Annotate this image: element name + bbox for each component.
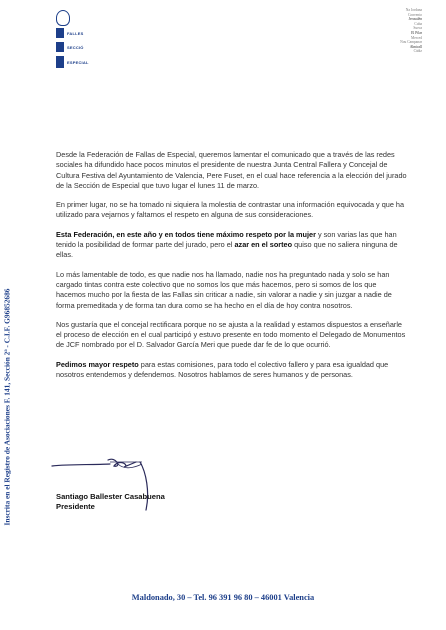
registry-text: Inscrita en el Registro de Asociaciones F. 141, Sección 2ª - C.I.F. G96852686 [2, 288, 12, 526]
logo-word-falles: FALLES [67, 31, 84, 36]
paragraph-2: En primer lugar, no se ha tomado ni siquiera la molestia de contrastar una información equivocada y que ha utilizado para vejarnos y faltarnos el respeto en alguna de sus consideraciones. [56, 200, 405, 220]
paragraph-3: Esta Federación, en este año y en todos tiene máximo respeto por la mujer y son varias las que han tenido la posibilidad de formar parte del jurado, pero el azar en el sorteo quiso que no saliera ninguna de ellas. [56, 229, 398, 260]
member-name: El Pilar [411, 30, 422, 35]
signer-block [56, 492, 165, 512]
member-name: Jerusalén [408, 17, 422, 22]
paragraph-5: Nos gustaría que el concejal rectificara porque no se ajusta a la realidad y estamos dispuestos a enseñarle el proceso de elección en el cual participó y estuvo presente en todo momento el Delegado de Monumentos de JCF nombrado por el D. Salvador García Meri que puede dar fe de lo que ocurrió. [56, 319, 406, 350]
emphasis: Esta Federación, en este año y en todos tiene máximo respeto por la mujer [56, 229, 316, 239]
member-commissions-list [382, 8, 422, 54]
member-name: Sueca [413, 26, 422, 31]
registry-sidebar [2, 222, 12, 592]
member-name: Na Jordana [405, 8, 422, 12]
handwritten-signature [50, 452, 180, 480]
paragraph-4: Lo más lamentable de todo, es que nadie nos ha llamado, nadie nos ha preguntado nada y solo se han cargado tintas contra este colectivo que no somos los que más hacemos, pero si somos de los que hacemos mucho por la fiesta de las Fallas sin criticar a nadie, sin valorar a nadie y sin juzgar a nadie de forma premeditada y de forma tan dura como se ha hecho en el día de hoy contra nosotros. [56, 269, 392, 310]
logo-word-especial: ESPECIAL [67, 60, 89, 65]
signer-name: Santiago Ballester Casabuena [56, 492, 165, 501]
member-name: Convento [408, 12, 422, 17]
logo-word-seccio: SECCIÓ [67, 45, 84, 50]
emphasis: azar en el sorteo [234, 240, 293, 250]
member-name: Almirall [409, 44, 422, 49]
member-name: Cuba [414, 21, 422, 26]
paragraph-1: Desde la Federación de Fallas de Especial, queremos lamentar el comunicado que a través de las redes sociales ha difundido hace pocos minutos el presidente de nuestra Junta Central Fallera y Concejal de Cultura Festiva del Ayuntamiento de Valencia, Pere Fuset, en el cual hace referencia a la elección del jurado de la Sección de Especial que tuvo lugar el lunes 11 de marzo. [56, 150, 407, 190]
paragraph-6: Pedimos mayor respeto para estas comisiones, para todo el colectivo fallero y para esa igualdad que nosotros entendemos y defendemos. Nosotros hablamos de seres humanos y de personas. [56, 359, 389, 380]
flame-icon [56, 10, 70, 26]
member-name: Nou Campanar [400, 40, 422, 45]
federation-logo [56, 10, 96, 72]
letter-body [56, 150, 408, 389]
footer-address: Maldonado, 30 – Tel. 96 391 96 80 – 46001 Valencia [131, 593, 315, 602]
signer-role: Presidente [56, 502, 95, 512]
member-name: Cádiz [413, 49, 422, 54]
member-name: Merced [411, 35, 422, 40]
emphasis: Pedimos mayor respeto [56, 359, 139, 369]
